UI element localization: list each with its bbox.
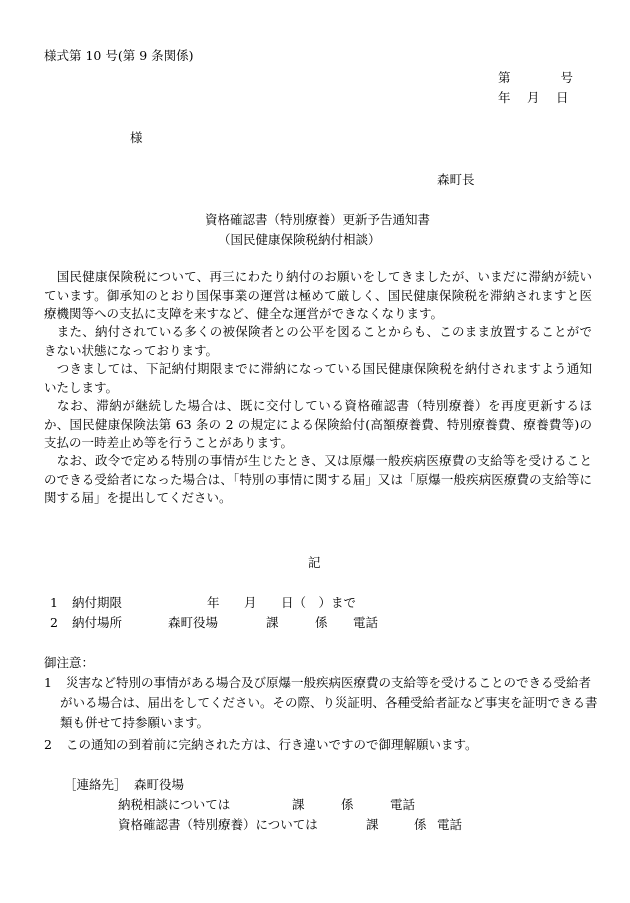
- note-1-line-1: 災害など特別の事情がある場合及び原爆一般疾病医療費の支給等を受けることのできる受給者: [66, 675, 592, 690]
- item-2-number: 2: [50, 615, 58, 630]
- contact-row-1-tel: 電話: [390, 797, 416, 812]
- body-paragraph-5: なお、政令で定める特別の事情が生じたとき、又は原爆一般疾病医療費の支給等を受けることのできる受給者になった場合は、「特別の事情に関する届」又は「原爆一般疾病医療費の支給等に関する届」を提出してください。: [44, 453, 592, 505]
- addressee: 様: [130, 130, 143, 145]
- item-2-label: 納付場所: [72, 615, 123, 630]
- item-1-number: 1: [50, 595, 58, 610]
- contact-row-2-kakari: 係: [414, 817, 427, 832]
- notice-title: 資格確認書（特別療養）更新予告通知書: [205, 212, 431, 227]
- body-paragraph-3: つきましては、下記納付期限までに滞納になっている国民健康保険税を納付されますよう通知いたします。: [44, 361, 592, 395]
- item-1-month: 月: [244, 595, 257, 610]
- contact-row-2-text: 資格確認書（特別療養）については: [118, 817, 318, 832]
- body-paragraph-2: また、納付されている多くの被保険者との公平を図ることからも、このまま放置することができない状態になっております。: [44, 324, 592, 358]
- document-number: 第 号: [498, 70, 574, 85]
- notice-subtitle: （国民健康保険税納付相談）: [218, 232, 381, 247]
- note-1-line-2: がいる場合は、届出をしてください。その際、り災証明、各種受給者証など事実を証明できる書: [60, 695, 598, 710]
- note-2-number: 2: [44, 737, 52, 752]
- contact-label: ［連絡先］: [64, 777, 127, 792]
- ki-heading: 記: [308, 555, 321, 570]
- note-1-line-3: 類も併せて持参願います。: [60, 715, 210, 730]
- note-2-line-1: この通知の到着前に完納された方は、行き違いですので御理解願います。: [66, 737, 478, 752]
- sender: 森町長: [437, 172, 475, 187]
- note-1-number: 1: [44, 675, 52, 690]
- contact-row-1-kakari: 係: [341, 797, 354, 812]
- contact-office: 森町役場: [134, 777, 185, 792]
- item-2-kakari: 係: [315, 615, 328, 630]
- item-1-label: 納付期限: [72, 595, 123, 610]
- notes-heading: 御注意：: [44, 655, 95, 670]
- contact-row-1-text: 納税相談については: [118, 797, 231, 812]
- item-2-place: 森町役場: [168, 615, 219, 630]
- body-paragraph-1: 国民健康保険税について、再三にわたり納付のお願いをしてきましたが、いまだに滞納が続いています。御承知のとおり国保事業の運営は極めて厳しく、国民健康保険税を滞納されますと医療機関等への支払に支障を来すなど、健全な運営ができなくなります。: [44, 269, 592, 321]
- document-date: 年 月 日: [498, 90, 569, 105]
- contact-row-2-ka: 課: [366, 817, 379, 832]
- item-2-tel: 電話: [353, 615, 379, 630]
- contact-row-2-tel: 電話: [437, 817, 463, 832]
- item-1-day: 日（ ）まで: [281, 595, 357, 610]
- form-label: 様式第 10 号(第 9 条関係): [44, 48, 194, 63]
- item-1-year: 年: [207, 595, 220, 610]
- body-paragraph-4: なお、滞納が継続した場合は、既に交付している資格確認書（特別療養）を再度更新するほか、国民健康保険法第 63 条の 2 の規定による保険給付(高額療養費、特別療養費、療養費等)の支払の一時差止め等を行うことがあります。: [44, 398, 592, 450]
- item-2-ka: 課: [266, 615, 279, 630]
- contact-row-1-ka: 課: [292, 797, 305, 812]
